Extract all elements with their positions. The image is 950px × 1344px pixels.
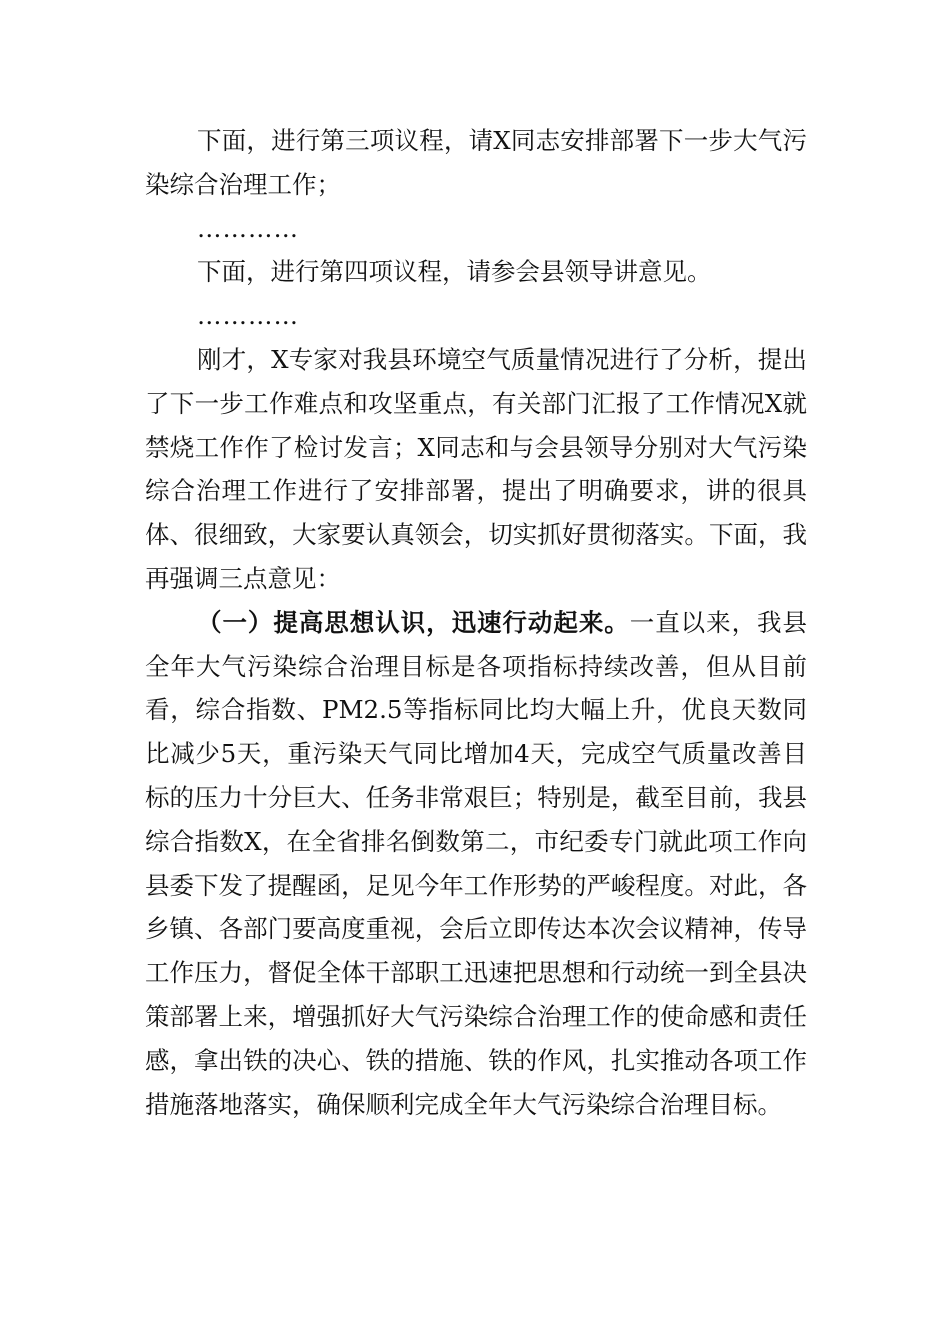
ellipsis-line: …………: [197, 301, 299, 331]
agenda-item-three: 下面，进行第三项议程，请X同志安排部署下一步大气污染综合治理工作；: [145, 126, 807, 199]
section-one-body: 一直以来，我县全年大气污染综合治理目标是各项指标持续改善，但从目前看，综合指数、PM2.5等指标同比均大幅上升，优良天数同比减少5天，重污染天气同比增加4天，完成空气质量改善目标的压力十分巨大、任务非常艰巨；特别是，截至目前，我县综合指数X，在全省排名倒数第二，市纪委专门就此项工作向县委下发了提醒函，足见今年工作形势的严峻程度。对此，各乡镇、各部门要高度重视，会后立即传达本次会议精神，传导工作压力，督促全体干部职工迅速把思想和行动统一到全县决策部署上来，增强抓好大气污染综合治理工作的使命感和责任感，拿出铁的决心、铁的措施、铁的作风，扎实推动各项工作措施落地落实，确保顺利完成全年大气污染综合治理目标。: [145, 607, 808, 1119]
section-one-heading: （一）提高思想认识，迅速行动起来。: [197, 607, 630, 637]
section-one-paragraph: [145, 601, 807, 1127]
agenda-item-four: 下面，进行第四项议程，请参会县领导讲意见。: [197, 257, 712, 287]
document-page: [145, 119, 807, 1126]
summary-paragraph: 刚才，X专家对我县环境空气质量情况进行了分析，提出了下一步工作难点和攻坚重点，有关部门汇报了工作情况X就禁烧工作作了检讨发言；X同志和与会县领导分别对大气污染综合治理工作进行了安排部署，提出了明确要求，讲的很具体、很细致，大家要认真领会，切实抓好贯彻落实。下面，我再强调三点意见：: [145, 344, 807, 593]
ellipsis-line: …………: [197, 213, 299, 243]
